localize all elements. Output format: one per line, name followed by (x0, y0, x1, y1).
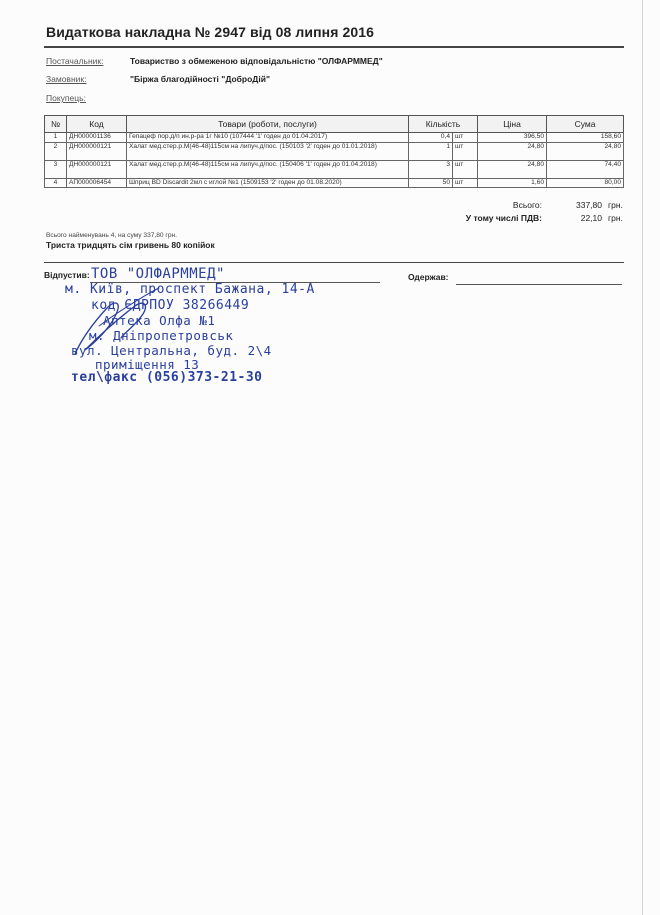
row-sum: 24,80 (547, 142, 624, 160)
table-row (45, 133, 624, 143)
row-unit: шт (453, 133, 478, 143)
table-header-row (45, 116, 624, 133)
row-number: 1 (45, 133, 67, 143)
vat-row (382, 213, 638, 223)
row-number: 4 (45, 178, 67, 188)
col-header-quantity: Кількість (409, 116, 478, 133)
scan-edge (642, 0, 643, 915)
row-code: АП000006454 (67, 178, 127, 188)
amount-in-words: Триста тридцять сім гривень 80 копійок (46, 240, 215, 250)
received-label: Одержав: (408, 272, 449, 282)
row-unit: шт (453, 142, 478, 160)
row-price: 24,80 (478, 160, 547, 178)
row-quantity: 0,4 (409, 133, 453, 143)
vat-currency: грн. (608, 213, 623, 223)
stamp-line: м. Дніпропетровськ (89, 328, 234, 343)
row-goods: Гепацеф пор.д/п ин.р-ра 1г №10 (107444 '1' годен до 01.04.2017) (127, 133, 409, 143)
col-header-sum: Сума (547, 116, 624, 133)
row-quantity: 50 (409, 178, 453, 188)
stamp-line: код ЄДРПОУ 38266449 (91, 298, 250, 313)
row-unit: шт (453, 160, 478, 178)
row-price: 396,50 (478, 133, 547, 143)
row-quantity: 3 (409, 160, 453, 178)
table-row (45, 160, 624, 178)
col-header-code: Код (67, 116, 127, 133)
title-divider (44, 46, 624, 48)
row-code: ДН000001136 (67, 133, 127, 143)
items-table (44, 115, 624, 188)
col-header-goods: Товари (роботи, послуги) (127, 116, 409, 133)
row-sum: 158,60 (547, 133, 624, 143)
total-row (382, 200, 638, 210)
row-unit: шт (453, 178, 478, 188)
items-count-line: Всього найменувань 4, на суму 337,80 грн. (46, 232, 177, 239)
document-title: Видаткова накладна № 2947 від 08 липня 2016 (46, 24, 375, 40)
stamp-line: приміщення 13 (95, 357, 200, 372)
customer-label: Замовник: (46, 74, 87, 84)
stamp-line: Аптека Олфа №1 (103, 313, 216, 328)
released-label: Відпустив: (44, 270, 90, 280)
vat-value: 22,10 (580, 213, 602, 223)
row-sum: 74,40 (547, 160, 624, 178)
handwritten-signature (55, 266, 285, 386)
vat-label: У тому числі ПДВ: (465, 213, 542, 223)
row-code: ДН000000121 (67, 160, 127, 178)
row-goods: Шприц BD Discardit 2мл с иглой №1 (1509153 '2' годен до 01.08.2020) (127, 178, 409, 188)
stamp-line: м. Київ, проспект Бажана, 14-А (65, 282, 315, 297)
row-code: ДН000000121 (67, 142, 127, 160)
row-number: 2 (45, 142, 67, 160)
row-sum: 80,00 (547, 178, 624, 188)
table-row (45, 142, 624, 160)
customer-value: "Біржа благодійності "ДоброДій" (130, 74, 270, 84)
stamp-line: тел\факс (056)373-21-30 (71, 370, 263, 385)
summary-divider (44, 262, 624, 263)
row-price: 24,80 (478, 142, 547, 160)
supplier-value: Товариство з обмеженою відповідальністю "ОЛФАРММЕД" (130, 56, 383, 66)
row-number: 3 (45, 160, 67, 178)
table-row (45, 178, 624, 188)
row-quantity: 1 (409, 142, 453, 160)
col-header-number: № (45, 116, 67, 133)
received-signature-line (456, 284, 622, 285)
col-header-price: Ціна (478, 116, 547, 133)
buyer-label: Покупець: (46, 93, 86, 103)
row-goods: Халат мед.стер.р.M(46-48)115см на липуч.д/пос. (150406 '1' годен до 01.04.2018) (127, 160, 409, 178)
total-currency: грн. (608, 200, 623, 210)
total-value: 337,80 (576, 200, 602, 210)
stamp-line: вул. Центральна, буд. 2\4 (71, 343, 272, 358)
supplier-label: Постачальник: (46, 56, 104, 66)
company-stamp (55, 266, 315, 386)
row-price: 1,60 (478, 178, 547, 188)
row-goods: Халат мед.стер.р.M(46-48)115см на липуч.д/пос. (150103 '2' годен до 01.01.2018) (127, 142, 409, 160)
total-label: Всього: (512, 200, 542, 210)
stamp-line: ТОВ "ОЛФАРММЕД" (91, 266, 225, 282)
